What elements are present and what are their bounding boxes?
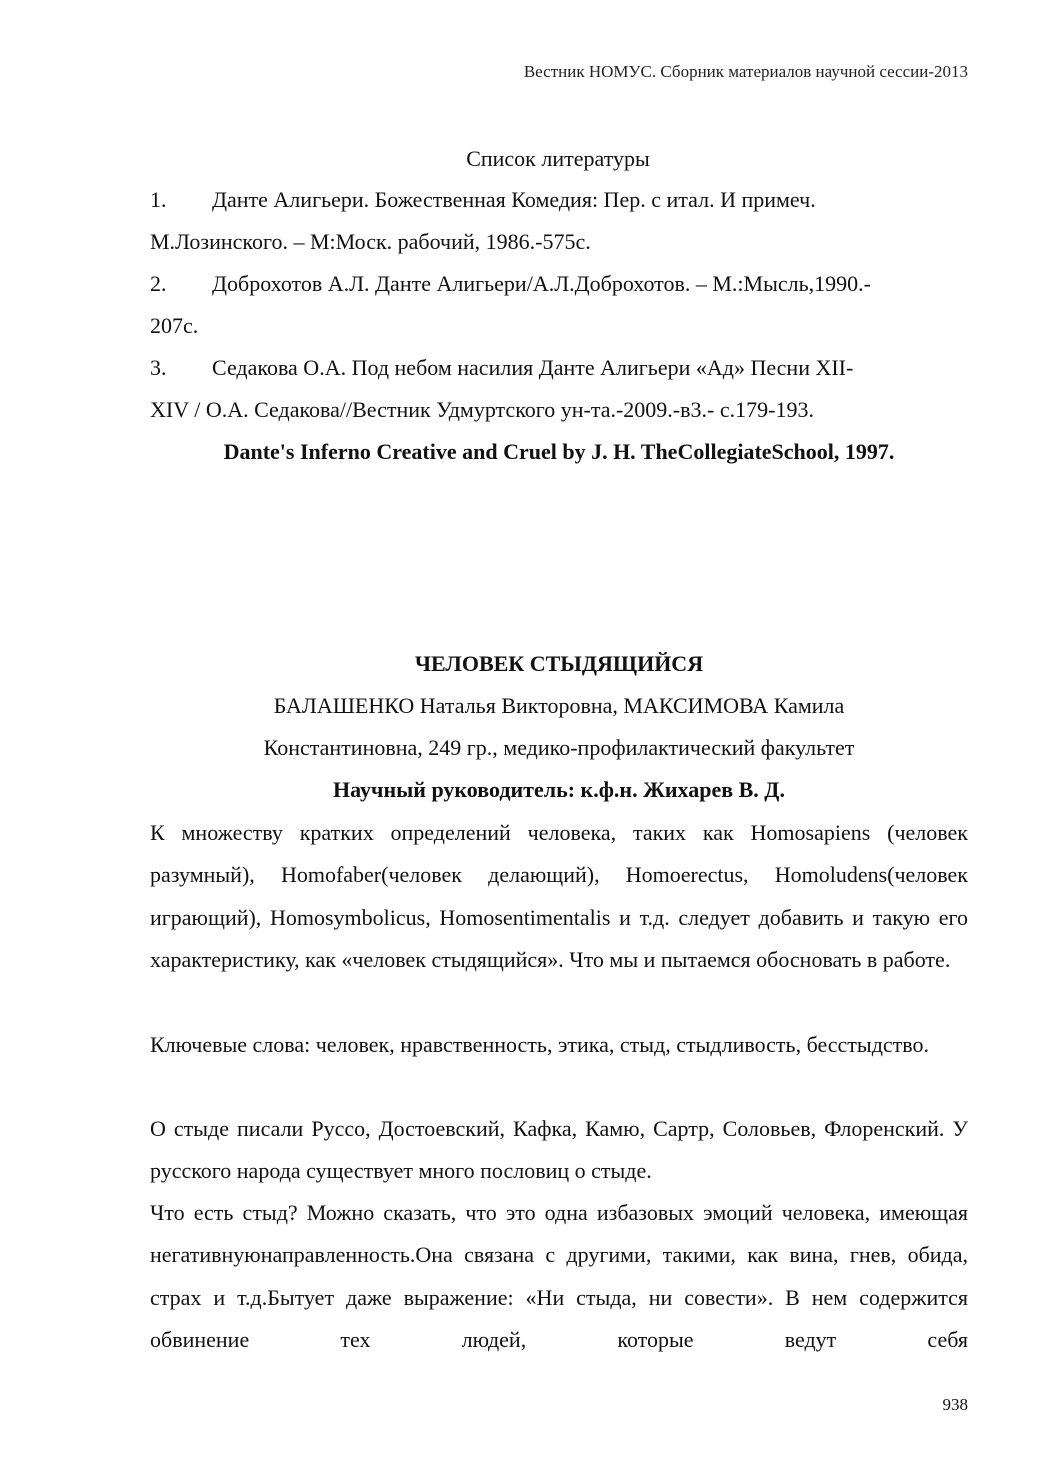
supervisor-line: Научный руководитель: к.ф.н. Жихарев В. Д.	[333, 777, 785, 802]
paragraph-definition: Что есть стыд? Можно сказать, что это одна избазовых эмоций человека, имеющая негативнуюнаправленность.Она связана с другими, такими, как вина, гнев, обида, страх и т.д.Бытует даже выражение: «Ни стыда, ни совести». В нем содержится обвинение тех людей, которые ведут себя	[150, 1200, 968, 1352]
paragraph-keywords: Ключевые слова: человек, нравственность, этика, стыд, стыдливость, бесстыдство.	[150, 1032, 930, 1057]
reference-text: Доброхотов А.Л. Данте Алигьери/А.Л.Доброхотов. – М.:Мысль,1990.-	[212, 271, 871, 296]
references-title: Список литературы	[466, 146, 650, 171]
authors-line-1: БАЛАШЕНКО Наталья Викторовна, МАКСИМОВА Камила	[273, 693, 845, 718]
reference-item-1-line1	[150, 186, 816, 214]
reference-item-1-line2: М.Лозинского. – М:Моск. рабочий, 1986.-575с.	[150, 229, 591, 254]
reference-text: Седакова О.А. Под небом насилия Данте Алигьери «Ад» Песни XII-	[212, 355, 854, 380]
reference-text: Данте Алигьери. Божественная Комедия: Пер. с итал. И примеч.	[212, 187, 816, 212]
running-header: Вестник НОМУС. Сборник материалов научной сессии-2013	[523, 62, 968, 81]
reference-number: 2.	[150, 271, 167, 296]
reference-item-2-line1	[150, 270, 871, 298]
reference-item-3-line2: XIV / О.А. Седакова//Вестник Удмуртского ун-та.-2009.-в3.- с.179-193.	[150, 397, 814, 422]
paragraph-abstract: К множеству кратких определений человека, таких как Homosapiens (человек разумный), Homofaber(человек делающий), Homoerectus, Homoludens(человек играющий), Homosymbolicus, Homosentimentalis и т.д. следует добавить и такую его характеристику, как «человек стыдящийся». Что мы и пытаемся обосновать в работе.	[150, 820, 968, 972]
page-number: 938	[942, 1395, 968, 1414]
english-reference: Dante's Inferno Creative and Cruel by J. H. TheCollegiateSchool, 1997.	[223, 439, 895, 464]
reference-item-3-line1	[150, 354, 853, 382]
reference-number: 3.	[150, 355, 167, 380]
reference-number: 1.	[150, 187, 167, 212]
authors-line-2: Константиновна, 249 гр., медико-профилактический факультет	[263, 735, 855, 760]
article-title: ЧЕЛОВЕК СТЫДЯЩИЙСЯ	[414, 651, 704, 676]
paragraph-authors: О стыде писали Руссо, Достоевский, Кафка, Камю, Сартр, Соловьев, Флоренский. У русского народа существует много пословиц о стыде.	[150, 1116, 968, 1184]
reference-item-2-line2: 207с.	[150, 313, 199, 338]
